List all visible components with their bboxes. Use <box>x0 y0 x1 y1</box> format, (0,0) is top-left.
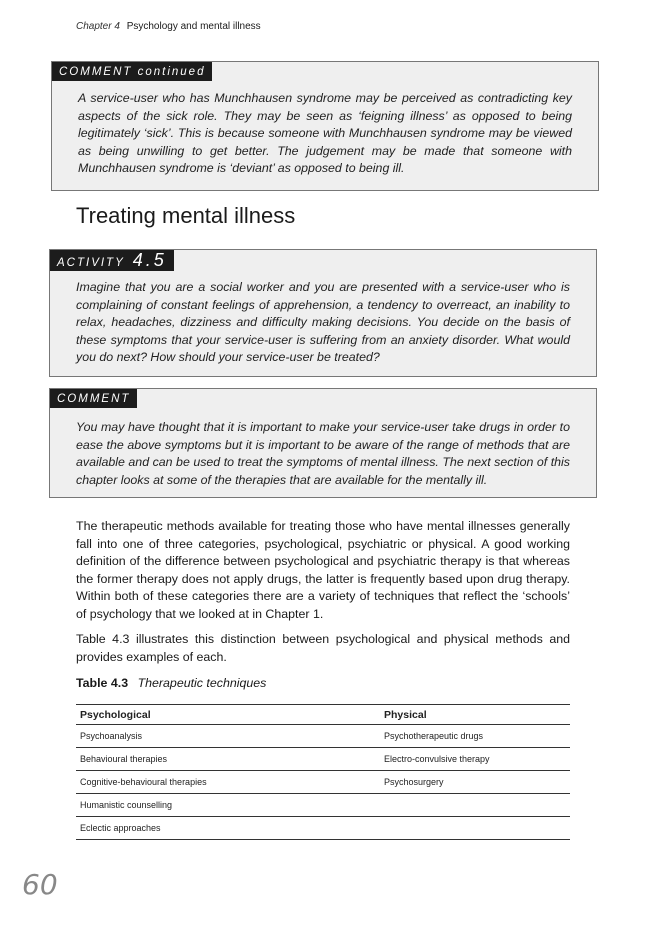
table-row <box>76 817 570 840</box>
header-physical: Physical <box>380 705 570 725</box>
running-head-title: Psychology and mental illness <box>126 21 261 32</box>
table-caption-number: Table 4.3 <box>76 676 129 690</box>
table-cell: Humanistic counselling <box>76 794 380 817</box>
running-head <box>76 21 261 32</box>
body-paragraph-2: Table 4.3 illustrates this distinction between psychological and physical methods and provides examples of each. <box>76 632 570 664</box>
comment-continued-text: A service-user who has Munchhausen syndrome may be perceived as contradicting key aspects of the sick role. They may be seen as ‘feigning illness’ as opposed to being legitimately ‘sick’. This is because someone with Munchhausen syndrome may be viewed as being unwilling to get better. The judgement may be made that someone with Munchhausen syndrome is ‘deviant’ as opposed to being ill. <box>78 91 572 176</box>
table-cell: Electro-convulsive therapy <box>380 748 570 771</box>
comment-box <box>49 388 597 498</box>
activity-label-text: ACTIVITY <box>57 257 125 269</box>
table-cell: Cognitive-behavioural therapies <box>76 771 380 794</box>
header-psychological: Psychological <box>76 705 380 725</box>
table-cell <box>380 817 570 840</box>
comment-text: You may have thought that it is important to make your service-user take drugs in order to ease the above symptoms but it is important to be aware of the range of methods that are available and can be used to treat the symptoms of mental illness. The next section of this chapter looks at some of the therapies that are available for the mentally ill. <box>76 420 570 487</box>
table-header-row <box>76 705 570 725</box>
section-heading: Treating mental illness <box>76 203 296 228</box>
table-cell <box>380 794 570 817</box>
comment-label: COMMENT <box>50 389 137 408</box>
table-row <box>76 748 570 771</box>
table-row <box>76 794 570 817</box>
table-cell: Eclectic approaches <box>76 817 380 840</box>
table-caption <box>76 676 266 690</box>
table-row <box>76 771 570 794</box>
table-row <box>76 725 570 748</box>
comment-continued-label: COMMENT continued <box>52 62 212 81</box>
table-cell: Psychoanalysis <box>76 725 380 748</box>
table-cell: Psychosurgery <box>380 771 570 794</box>
activity-number: 4.5 <box>132 250 167 270</box>
comment-continued-box <box>51 61 599 191</box>
table-cell: Psychotherapeutic drugs <box>380 725 570 748</box>
therapeutic-techniques-table <box>76 704 570 840</box>
table-cell: Behavioural therapies <box>76 748 380 771</box>
activity-box <box>49 249 597 377</box>
activity-text: Imagine that you are a social worker and you are presented with a service-user who is complaining of constant feelings of apprehension, a tendency to overreact, an inability to relax, headaches, dizziness and difficulty making decisions. You decide on the basis of these symptoms that your service-user is suffering from an anxiety disorder. What would you do next? How should your service-user be treated? <box>76 280 570 365</box>
body-paragraph-1: The therapeutic methods available for treating those who have mental illnesses generally fall into one of three categories, psychological, psychiatric or physical. A good working definition of the difference between psychological and psychiatric therapy is that whereas the former therapy does not apply drugs, the latter is frequently based upon drug therapy. Within both of these categories there are a variety of techniques that reflect the ‘schools’ of psychology that we looked at in Chapter 1. <box>76 519 570 621</box>
page-number: 60 <box>22 868 58 901</box>
running-head-chapter: Chapter 4 <box>76 21 120 32</box>
activity-label <box>50 250 174 271</box>
table-caption-title: Therapeutic techniques <box>137 676 267 690</box>
